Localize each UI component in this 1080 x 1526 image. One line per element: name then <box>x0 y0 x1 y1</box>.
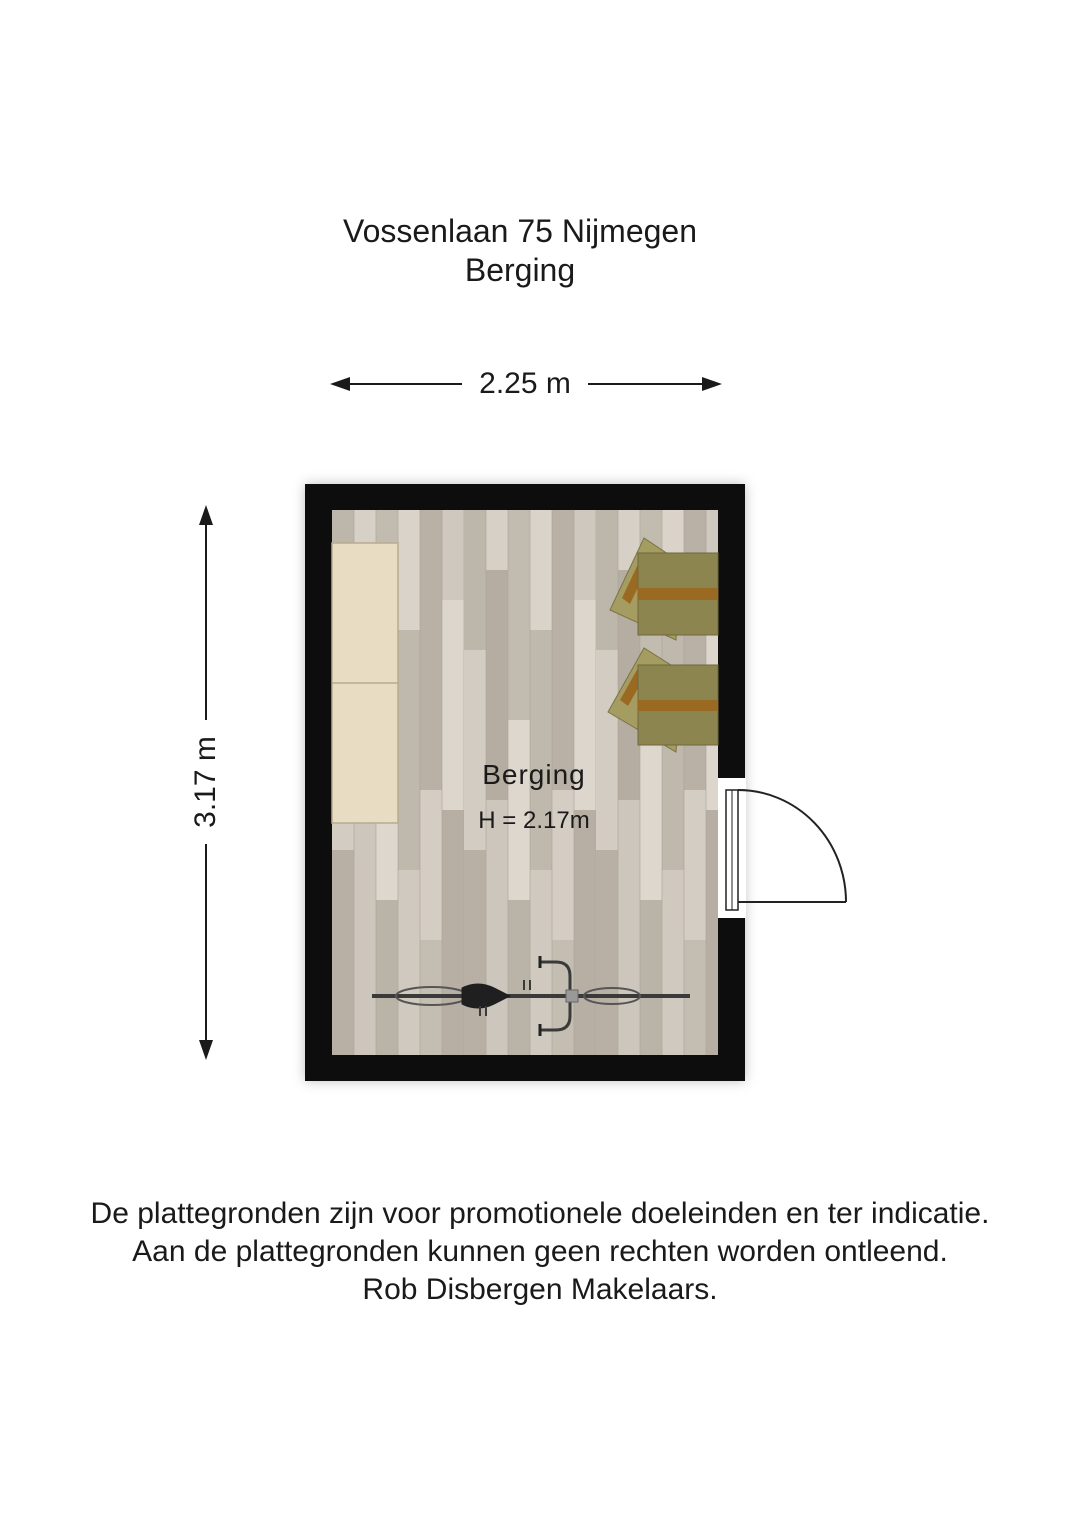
disclaimer-line-1: De plattegronden zijn voor promotionele doeleinden en ter indicatie. <box>90 1197 990 1230</box>
storage-cabinet <box>332 543 398 823</box>
door-swing-arc <box>738 790 846 902</box>
disclaimer-line-2: Aan de plattegronden kunnen geen rechten worden ontleend. <box>132 1235 948 1268</box>
room-ceiling-height-label: H = 2.17m <box>478 807 590 834</box>
width-dimension-label: 2.25 m <box>462 364 588 404</box>
room-name-label: Berging <box>482 759 586 790</box>
disclaimer-company: Rob Disbergen Makelaars. <box>362 1273 718 1306</box>
height-dimension-label: 3.17 m <box>186 720 226 844</box>
plan-address: Vossenlaan 75 Nijmegen <box>342 213 697 249</box>
plan-floor-name: Berging <box>464 252 576 288</box>
